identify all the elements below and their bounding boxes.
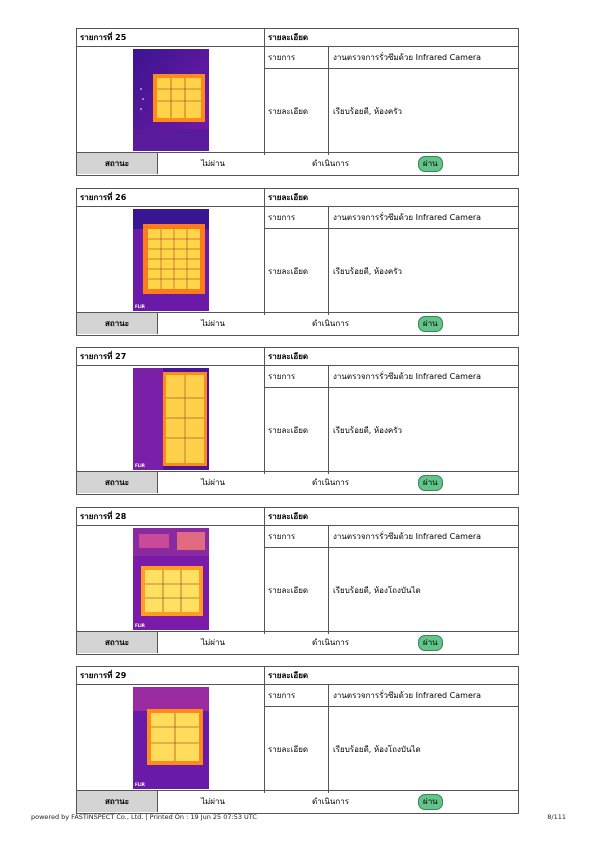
item-label: รายการ <box>265 46 329 68</box>
status-bar <box>77 312 518 335</box>
footer-credit: powered by FASTINSPECT Co., Ltd. | Printed On : 19 Jun 25 07:53 UTC <box>31 813 257 821</box>
detail-header: รายละเอียด <box>268 352 309 361</box>
item-label: รายการ <box>265 684 329 706</box>
status-option-in-progress[interactable]: ดำเนินการ <box>312 478 349 487</box>
detail-value: เรียบร้อยดี, ห้องครัว <box>333 426 402 435</box>
item-label: รายการ <box>265 206 329 228</box>
status-option-in-progress[interactable]: ดำเนินการ <box>312 797 349 806</box>
page-number: 8/111 <box>547 813 566 821</box>
inspection-card <box>76 507 519 655</box>
thermal-image[interactable] <box>133 49 209 151</box>
thermal-image[interactable] <box>133 368 209 470</box>
detail-row <box>265 706 518 793</box>
status-option-in-progress[interactable]: ดำเนินการ <box>312 638 349 647</box>
status-label: สถานะ <box>77 472 158 493</box>
status-bar <box>77 471 518 494</box>
status-bar <box>77 152 518 175</box>
detail-value: เรียบร้อยดี, ห้องโถงบันได <box>333 745 421 754</box>
item-label: รายการ <box>265 525 329 547</box>
status-option-pass[interactable]: ผ่าน <box>418 635 443 651</box>
detail-cell <box>265 525 518 634</box>
item-value: งานตรวจการรั่วซึมด้วย Infrared Camera <box>333 531 482 541</box>
detail-header: รายละเอียด <box>268 512 309 521</box>
item-value: งานตรวจการรั่วซึมด้วย Infrared Camera <box>333 690 482 700</box>
status-option-pass[interactable]: ผ่าน <box>418 156 443 172</box>
detail-value: เรียบร้อยดี, ห้องครัว <box>333 107 402 116</box>
detail-label: รายละเอียด <box>265 68 329 155</box>
photo-cell <box>77 206 265 315</box>
card-header <box>77 508 518 526</box>
photo-cell <box>77 684 265 793</box>
thermal-image[interactable] <box>133 687 209 789</box>
item-row <box>265 365 518 388</box>
photo-cell <box>77 46 265 155</box>
status-option-pass[interactable]: ผ่าน <box>418 475 443 491</box>
status-option-fail[interactable]: ไม่ผ่าน <box>201 797 225 806</box>
flir-logo: FLIR <box>135 782 145 787</box>
detail-cell <box>265 365 518 474</box>
item-number: รายการที่ 28 <box>77 508 265 525</box>
status-option-in-progress[interactable]: ดำเนินการ <box>312 159 349 168</box>
item-number: รายการที่ 29 <box>77 667 265 684</box>
inspection-card <box>76 347 519 495</box>
inspection-card <box>76 188 519 336</box>
detail-cell <box>265 684 518 793</box>
detail-header: รายละเอียด <box>268 671 309 680</box>
item-number: รายการที่ 25 <box>77 29 265 46</box>
status-label: สถานะ <box>77 153 158 174</box>
item-row <box>265 46 518 69</box>
status-option-in-progress[interactable]: ดำเนินการ <box>312 319 349 328</box>
status-option-pass[interactable]: ผ่าน <box>418 316 443 332</box>
flir-logo: FLIR <box>135 623 145 628</box>
item-number: รายการที่ 26 <box>77 189 265 206</box>
detail-value: เรียบร้อยดี, ห้องครัว <box>333 267 402 276</box>
detail-label: รายละเอียด <box>265 228 329 315</box>
status-option-fail[interactable]: ไม่ผ่าน <box>201 159 225 168</box>
detail-label: รายละเอียด <box>265 387 329 474</box>
detail-header: รายละเอียด <box>268 193 309 202</box>
detail-row <box>265 228 518 315</box>
detail-label: รายละเอียด <box>265 706 329 793</box>
status-option-fail[interactable]: ไม่ผ่าน <box>201 478 225 487</box>
detail-row <box>265 547 518 634</box>
status-option-fail[interactable]: ไม่ผ่าน <box>201 319 225 328</box>
item-value: งานตรวจการรั่วซึมด้วย Infrared Camera <box>333 52 482 62</box>
status-bar <box>77 790 518 813</box>
item-label: รายการ <box>265 365 329 387</box>
card-header <box>77 189 518 207</box>
item-value: งานตรวจการรั่วซึมด้วย Infrared Camera <box>333 371 482 381</box>
photo-cell <box>77 525 265 634</box>
detail-value: เรียบร้อยดี, ห้องโถงบันได <box>333 586 421 595</box>
flir-logo: FLIR <box>135 463 145 468</box>
item-row <box>265 206 518 229</box>
status-label: สถานะ <box>77 791 158 812</box>
status-label: สถานะ <box>77 313 158 334</box>
status-option-pass[interactable]: ผ่าน <box>418 794 443 810</box>
item-row <box>265 525 518 548</box>
inspection-card <box>76 666 519 814</box>
card-header <box>77 348 518 366</box>
status-bar <box>77 631 518 654</box>
flir-logo: FLIR <box>135 304 145 309</box>
status-option-fail[interactable]: ไม่ผ่าน <box>201 638 225 647</box>
item-number: รายการที่ 27 <box>77 348 265 365</box>
thermal-image[interactable] <box>133 528 209 630</box>
detail-cell <box>265 46 518 155</box>
item-value: งานตรวจการรั่วซึมด้วย Infrared Camera <box>333 212 482 222</box>
status-label: สถานะ <box>77 632 158 653</box>
inspection-card <box>76 28 519 176</box>
photo-cell <box>77 365 265 474</box>
detail-header: รายละเอียด <box>268 33 309 42</box>
detail-row <box>265 387 518 474</box>
item-row <box>265 684 518 707</box>
thermal-image[interactable] <box>133 209 209 311</box>
detail-row <box>265 68 518 155</box>
detail-label: รายละเอียด <box>265 547 329 634</box>
card-header <box>77 667 518 685</box>
detail-cell <box>265 206 518 315</box>
card-header <box>77 29 518 47</box>
